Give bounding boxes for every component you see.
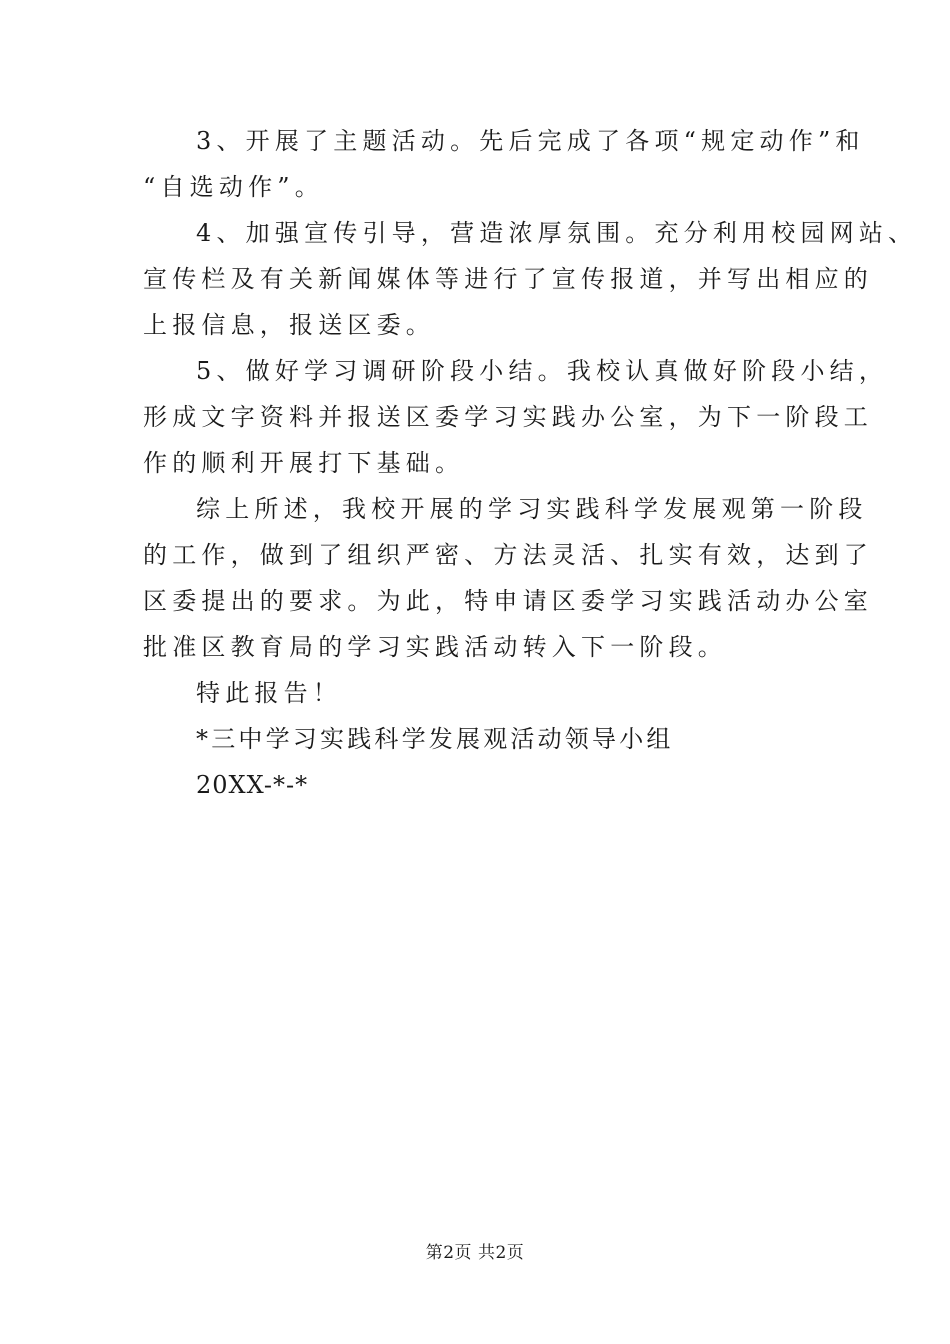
summary-paragraph-line-1: 综上所述，我校开展的学习实践科学发展观第一阶段	[196, 495, 868, 523]
paragraph-4-line-2: 宣传栏及有关新闻媒体等进行了宣传报道，并写出相应的	[143, 265, 873, 293]
report-date: 20XX-*-*	[196, 771, 309, 799]
paragraph-5-line-2: 形成文字资料并报送区委学习实践办公室，为下一阶段工	[143, 403, 873, 431]
paragraph-5-line-3: 作的顺利开展打下基础。	[143, 449, 465, 477]
paragraph-4-line-3: 上报信息，报送区委。	[143, 311, 435, 339]
paragraph-4-line-1: 4、加强宣传引导，营造浓厚氛围。充分利用校园网站、	[196, 219, 918, 247]
closing-remark: 特此报告！	[196, 679, 342, 707]
signature: *三中学习实践科学发展观活动领导小组	[196, 725, 674, 753]
summary-paragraph-line-4: 批准区教育局的学习实践活动转入下一阶段。	[143, 633, 727, 661]
summary-paragraph-line-2: 的工作，做到了组织严密、方法灵活、扎实有效，达到了	[143, 541, 873, 569]
paragraph-3-line-2: “自选动作”。	[143, 173, 324, 201]
paragraph-5-line-1: 5、做好学习调研阶段小结。我校认真做好阶段小结，	[196, 357, 889, 385]
summary-paragraph-line-3: 区委提出的要求。为此，特申请区委学习实践活动办公室	[143, 587, 873, 615]
paragraph-3-line-1: 3、开展了主题活动。先后完成了各项“规定动作”和	[196, 127, 865, 155]
page-number-footer: 第2页 共2页	[425, 1243, 525, 1263]
